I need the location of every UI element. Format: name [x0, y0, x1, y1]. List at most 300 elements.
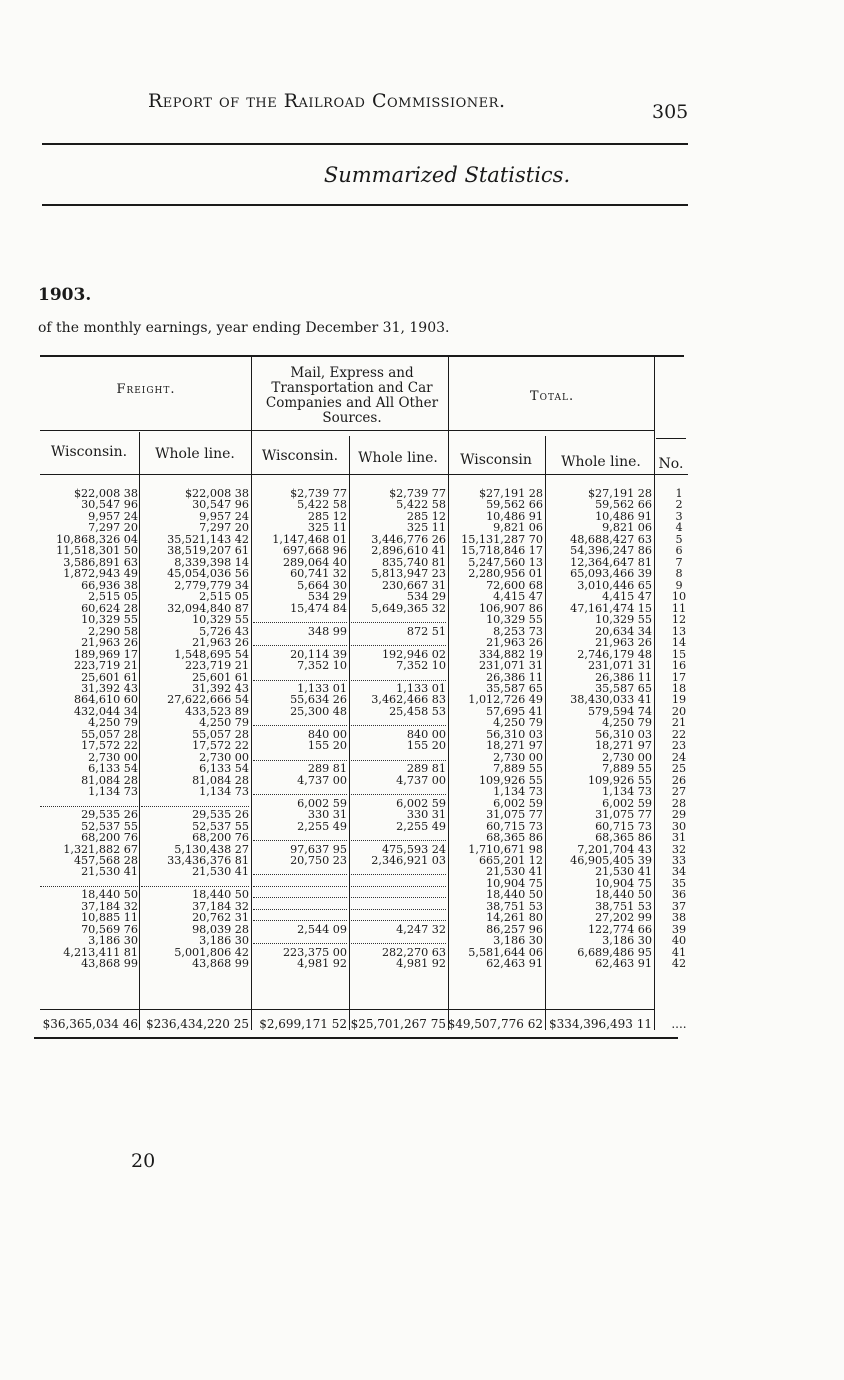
table-cell: 18,271 97	[486, 739, 543, 753]
table-cell-empty	[351, 637, 446, 646]
row-number: 22	[671, 727, 687, 741]
table-cell: 68,200 76	[192, 831, 249, 845]
table-cell: 665,201 12	[478, 854, 543, 867]
table-cell: 35,587 65	[486, 681, 543, 695]
row-number: 36	[671, 888, 687, 902]
table-cell: 1,133 01	[396, 681, 446, 695]
table-cell: 27,622,666 54	[167, 693, 249, 707]
group-mail: Mail, Express and Transportation and Car Companies and All Other Sources.	[265, 365, 439, 426]
table-cell: 432,044 34	[73, 704, 138, 718]
header-bottom-rule	[40, 474, 688, 475]
table-top-rule	[40, 355, 684, 357]
table-cell: 5,422 58	[396, 498, 446, 512]
table-cell: 21,963 26	[192, 636, 249, 650]
table-cell-empty	[351, 614, 446, 623]
table-cell: 47,161,474 15	[570, 601, 652, 615]
table-cell-empty	[253, 637, 347, 646]
table-cell: 38,430,033 41	[570, 693, 652, 707]
table-cell: 86,257 96	[486, 922, 543, 936]
table-cell: 17,572 22	[192, 739, 249, 753]
row-number: 30	[671, 819, 687, 833]
table-cell-empty	[253, 672, 347, 681]
header-subrule-right	[656, 438, 686, 439]
table-cell: 35,587 65	[595, 681, 652, 695]
table-cell: 60,715 73	[486, 819, 543, 833]
row-number: 33	[671, 854, 687, 867]
totals-rule	[40, 1009, 654, 1010]
table-cell: 1,710,671 98	[468, 842, 543, 856]
table-cell: 12,364,647 81	[570, 555, 652, 569]
table-cell: 334,882 19	[478, 647, 543, 661]
table-cell: 6,002 59	[493, 796, 543, 810]
table-cell: 1,321,882 67	[63, 842, 138, 856]
table-cell-empty	[253, 752, 347, 761]
table-cell: 68,200 76	[81, 831, 138, 845]
table-cell: 106,907 86	[478, 601, 543, 615]
table-cell: 32,094,840 87	[167, 601, 249, 615]
table-cell: 10,868,326 04	[56, 532, 138, 546]
table-cell: 68,365 86	[486, 831, 543, 845]
table-cell: 4,981 92	[297, 957, 347, 971]
table-cell: 15,474 84	[290, 601, 347, 615]
top-rule	[42, 143, 688, 145]
table-cell: 3,186 30	[199, 934, 249, 948]
table-cell: 6,002 59	[297, 796, 347, 810]
table-cell: 10,329 55	[486, 613, 543, 627]
table-cell: 285 12	[307, 509, 347, 523]
row-number: 11	[671, 601, 687, 615]
table-cell: 17,572 22	[81, 739, 138, 753]
table-cell: 20,634 34	[595, 624, 652, 638]
table-row	[0, 786, 844, 797]
table-cell: 25,601 61	[192, 670, 249, 684]
table-cell: 10,329 55	[595, 613, 652, 627]
table-cell-empty	[253, 614, 347, 623]
table-cell-empty	[40, 798, 138, 807]
table-cell: 18,440 50	[595, 888, 652, 902]
table-cell: 59,562 66	[595, 498, 652, 512]
table-cell: 18,271 97	[595, 739, 652, 753]
table-cell-empty	[253, 786, 347, 795]
table-cell: 2,730 00	[199, 750, 249, 764]
totals-cell: $2,699,171 52	[259, 1017, 347, 1031]
table-cell-empty	[253, 832, 347, 841]
table-cell: 7,352 10	[396, 659, 446, 673]
row-number: 1	[675, 487, 683, 500]
table-cell: 289,064 40	[282, 555, 347, 569]
table-cell-empty	[253, 935, 347, 944]
table-cell: 7,889 55	[602, 762, 652, 776]
table-cell: 62,463 91	[486, 957, 543, 971]
table-cell: 4,415 47	[493, 590, 543, 604]
table-cell: 2,280,956 01	[468, 567, 543, 581]
table-cell: 62,463 91	[595, 957, 652, 971]
table-cell-empty	[351, 717, 446, 726]
table-cell: 26,386 11	[486, 670, 543, 684]
row-number: 41	[671, 945, 687, 959]
totals-cell: $49,507,776 62	[447, 1017, 543, 1031]
col-freight-whole: Whole line.	[155, 446, 235, 462]
table-cell: 4,250 79	[88, 716, 138, 730]
table-cell: 2,730 00	[602, 750, 652, 764]
row-number: 6	[675, 544, 683, 558]
table-cell: 3,462,466 83	[371, 693, 446, 707]
row-number: 35	[671, 876, 687, 890]
table-cell: 65,093,466 39	[570, 567, 652, 581]
table-cell: 45,054,036 56	[167, 567, 249, 581]
table-cell: 9,821 06	[493, 521, 543, 535]
table-row	[0, 614, 844, 625]
table-cell: 56,310 03	[595, 727, 652, 741]
table-cell: 20,750 23	[290, 854, 347, 867]
table-cell: 3,446,776 26	[371, 532, 446, 546]
table-cell: 4,737 00	[297, 773, 347, 787]
table-cell: 231,071 31	[587, 659, 652, 673]
table-cell: 2,544 09	[297, 922, 347, 936]
totals-cell: $25,701,267 75	[350, 1017, 446, 1031]
table-cell: 5,001,806 42	[174, 945, 249, 959]
table-cell: 6,002 59	[602, 796, 652, 810]
table-cell-empty	[351, 786, 446, 795]
table-cell: 18,440 50	[192, 888, 249, 902]
table-cell: 68,365 86	[595, 831, 652, 845]
table-cell: 55,057 28	[81, 727, 138, 741]
row-number: 16	[671, 659, 687, 673]
table-row	[0, 591, 844, 602]
table-cell: 9,957 24	[88, 509, 138, 523]
col-total-wisconsin: Wisconsin	[460, 452, 532, 468]
table-cell: 4,247 32	[396, 922, 446, 936]
table-cell: 325 11	[406, 521, 446, 535]
table-cell: 14,261 80	[486, 911, 543, 925]
table-cell: 2,290 58	[88, 624, 138, 638]
table-cell: 192,946 02	[381, 647, 446, 661]
table-cell: 70,569 76	[81, 922, 138, 936]
table-cell: 21,963 26	[81, 636, 138, 650]
row-number: 25	[671, 762, 687, 776]
table-row	[0, 866, 844, 877]
table-cell: 25,458 53	[389, 704, 446, 718]
table-cell-empty	[351, 752, 446, 761]
table-cell: 3,186 30	[88, 934, 138, 948]
running-head-title: Report of the Railroad Commissioner.	[148, 90, 506, 112]
row-number: 3	[675, 509, 683, 523]
table-cell: 81,084 28	[81, 773, 138, 787]
signature-mark: 20	[131, 1150, 156, 1172]
table-cell: 1,134 73	[88, 785, 138, 799]
row-number: 10	[671, 590, 687, 604]
table-cell: 54,396,247 86	[570, 544, 652, 558]
table-cell: $2,739 77	[389, 487, 446, 500]
table-cell: 31,392 43	[81, 681, 138, 695]
table-cell: 30,547 96	[192, 498, 249, 512]
table-cell: 8,339,398 14	[174, 555, 249, 569]
table-cell: 59,562 66	[486, 498, 543, 512]
row-number: 4	[675, 521, 683, 535]
table-cell: 10,329 55	[192, 613, 249, 627]
row-number: 21	[671, 716, 687, 730]
table-cell: 189,969 17	[73, 647, 138, 661]
table-cell: 38,519,207 61	[167, 544, 249, 558]
table-cell: 223,375 00	[282, 945, 347, 959]
table-cell: 7,297 20	[199, 521, 249, 535]
table-cell: 457,568 28	[73, 854, 138, 867]
table-cell: 18,440 50	[81, 888, 138, 902]
table-cell: 330 31	[307, 808, 347, 822]
table-cell: 2,896,610 41	[371, 544, 446, 558]
table-cell-empty	[351, 866, 446, 875]
table-cell: 1,548,695 54	[174, 647, 249, 661]
table-cell: 3,186 30	[493, 934, 543, 948]
row-number: 7	[675, 555, 683, 569]
table-cell: 2,779,779 34	[174, 578, 249, 592]
table-cell: 5,422 58	[297, 498, 347, 512]
table-cell: $27,191 28	[587, 487, 652, 500]
table-cell-empty	[351, 832, 446, 841]
row-number: 8	[675, 567, 683, 581]
table-cell: 55,634 26	[290, 693, 347, 707]
totals-cell: $236,434,220 25	[145, 1017, 249, 1031]
row-number: 31	[671, 831, 687, 845]
table-cell: 223,719 21	[73, 659, 138, 673]
table-cell: 6,133 54	[88, 762, 138, 776]
totals-cell: $36,365,034 46	[42, 1017, 138, 1031]
table-cell: 21,530 41	[81, 865, 138, 879]
table-cell: 285 12	[406, 509, 446, 523]
page-number: 305	[652, 101, 689, 123]
table-cell: 109,926 55	[478, 773, 543, 787]
table-cell: 840 00	[406, 727, 446, 741]
table-cell: 5,581,644 06	[468, 945, 543, 959]
table-cell: 46,905,405 39	[570, 854, 652, 867]
table-row	[0, 832, 844, 843]
table-cell: 2,730 00	[88, 750, 138, 764]
table-cell: 10,486 91	[486, 509, 543, 523]
row-number: 15	[671, 647, 687, 661]
table-cell-empty	[253, 717, 347, 726]
table-cell: 475,593 24	[381, 842, 446, 856]
table-cell: 97,637 95	[290, 842, 347, 856]
table-cell: 872 51	[406, 624, 446, 638]
table-cell: 26,386 11	[595, 670, 652, 684]
table-cell: 289 81	[307, 762, 347, 776]
table-cell: 2,515 05	[88, 590, 138, 604]
table-cell: 27,202 99	[595, 911, 652, 925]
row-number: 9	[675, 578, 683, 592]
table-cell: 21,530 41	[595, 865, 652, 879]
table-cell: 81,084 28	[192, 773, 249, 787]
table-cell: 30,547 96	[81, 498, 138, 512]
table-cell: 10,329 55	[81, 613, 138, 627]
table-cell-empty	[253, 901, 347, 910]
totals-row	[0, 1015, 844, 1033]
row-number: 28	[671, 796, 687, 810]
table-cell-empty	[351, 935, 446, 944]
row-number: 17	[671, 670, 687, 684]
header-subrule	[40, 430, 654, 431]
table-cell: 5,813,947 23	[371, 567, 446, 581]
row-number: 20	[671, 704, 687, 718]
table-cell: 20,114 39	[290, 647, 347, 661]
table-cell: 348 99	[307, 624, 347, 638]
table-cell: $27,191 28	[478, 487, 543, 500]
table-cell: 10,885 11	[81, 911, 138, 925]
row-number: 12	[671, 613, 687, 627]
table-row	[0, 660, 844, 671]
table-cell: 4,213,411 81	[63, 945, 138, 959]
table-cell: 5,726 43	[199, 624, 249, 638]
row-number: 38	[671, 911, 687, 925]
table-cell: 282,270 63	[381, 945, 446, 959]
table-cell: 4,250 79	[199, 716, 249, 730]
table-cell: 43,868 99	[192, 957, 249, 971]
row-number: 2	[675, 498, 683, 512]
table-row	[0, 809, 844, 820]
table-cell: 10,904 75	[486, 876, 543, 890]
table-cell: 21,530 41	[192, 865, 249, 879]
table-cell: 37,184 32	[81, 899, 138, 913]
table-cell: 10,486 91	[595, 509, 652, 523]
table-cell-empty	[253, 912, 347, 921]
col-mail-whole: Whole line.	[358, 450, 438, 466]
table-cell: 223,719 21	[184, 659, 249, 673]
table-cell: 66,936 38	[81, 578, 138, 592]
table-cell: 18,440 50	[486, 888, 543, 902]
table-cell: 534 29	[307, 590, 347, 604]
table-cell: 6,002 59	[396, 796, 446, 810]
table-cell: 4,981 92	[396, 957, 446, 971]
table-cell: $2,739 77	[290, 487, 347, 500]
table-cell: 48,688,427 63	[570, 532, 652, 546]
row-number: 34	[671, 865, 687, 879]
table-cell: 330 31	[406, 808, 446, 822]
table-cell: 10,904 75	[595, 876, 652, 890]
data-rows	[0, 488, 844, 970]
table-cell: 6,133 54	[199, 762, 249, 776]
table-cell: 1,147,468 01	[272, 532, 347, 546]
table-cell: 5,130,438 27	[174, 842, 249, 856]
table-cell: 2,746,179 48	[577, 647, 652, 661]
table-cell: 6,689,486 95	[577, 945, 652, 959]
table-cell: 5,664 30	[297, 578, 347, 592]
table-cell: 7,297 20	[88, 521, 138, 535]
table-cell: 25,601 61	[81, 670, 138, 684]
table-cell: 5,649,365 32	[371, 601, 446, 615]
table-cell: 1,133 01	[297, 681, 347, 695]
table-cell: 57,695 41	[486, 704, 543, 718]
table-cell: 1,012,726 49	[468, 693, 543, 707]
table-row	[0, 637, 844, 648]
table-cell: 3,586,891 63	[63, 555, 138, 569]
table-cell: 15,131,287 70	[461, 532, 543, 546]
row-number: 40	[671, 934, 687, 948]
row-number: 27	[671, 785, 687, 799]
table-cell: 2,515 05	[199, 590, 249, 604]
table-cell: 1,872,943 49	[63, 567, 138, 581]
table-cell: 289 81	[406, 762, 446, 776]
table-cell: 3,010,446 65	[577, 578, 652, 592]
table-cell: 1,134 73	[199, 785, 249, 799]
row-number: 42	[671, 957, 687, 971]
table-cell: 8,253 73	[493, 624, 543, 638]
row-number: 5	[675, 532, 683, 546]
table-row	[0, 763, 844, 774]
table-cell: 3,186 30	[602, 934, 652, 948]
table-cell: 21,530 41	[486, 865, 543, 879]
table-cell: 155 20	[406, 739, 446, 753]
table-cell: 37,184 32	[192, 899, 249, 913]
row-number: 23	[671, 739, 687, 753]
table-cell: 25,300 48	[290, 704, 347, 718]
table-cell: 9,821 06	[602, 521, 652, 535]
table-cell: 21,963 26	[486, 636, 543, 650]
col-freight-wisconsin: Wisconsin.	[50, 444, 128, 460]
row-number: 13	[671, 624, 687, 638]
subtitle-rule	[42, 204, 688, 206]
row-number: 19	[671, 693, 687, 707]
col-no: No.	[658, 456, 684, 472]
table-cell: 433,523 89	[184, 704, 249, 718]
totals-cell: $334,396,493 11	[548, 1017, 652, 1031]
row-number: 26	[671, 773, 687, 787]
table-cell: 56,310 03	[486, 727, 543, 741]
row-number: 32	[671, 842, 687, 856]
table-cell: 52,537 55	[192, 819, 249, 833]
table-cell-empty	[351, 672, 446, 681]
table-cell: 2,255 49	[297, 819, 347, 833]
col-total-whole: Whole line.	[561, 454, 641, 470]
table-cell: 840 00	[307, 727, 347, 741]
row-number: 24	[671, 750, 687, 764]
table-cell: 109,926 55	[587, 773, 652, 787]
subtitle: Summarized Statistics.	[323, 163, 571, 187]
table-bottom-rule	[34, 1037, 678, 1039]
table-cell: 7,201,704 43	[577, 842, 652, 856]
table-cell: 2,730 00	[493, 750, 543, 764]
table-cell: 60,741 32	[290, 567, 347, 581]
table-cell: 697,668 96	[282, 544, 347, 558]
row-number: 29	[671, 808, 687, 822]
table-row	[0, 958, 844, 969]
table-cell: 4,250 79	[602, 716, 652, 730]
group-total: Total.	[529, 389, 575, 404]
table-cell: 11,518,301 50	[56, 544, 138, 558]
table-cell-empty	[141, 878, 249, 887]
row-number: 37	[671, 899, 687, 913]
table-cell-empty	[40, 878, 138, 887]
totals-number: ....	[671, 1017, 687, 1031]
table-cell-empty	[351, 889, 446, 898]
table-cell-empty	[141, 798, 249, 807]
table-cell-empty	[253, 878, 347, 887]
table-cell: 7,889 55	[493, 762, 543, 776]
table-cell: 31,075 77	[486, 808, 543, 822]
table-cell: 29,535 26	[81, 808, 138, 822]
row-number: 14	[671, 636, 687, 650]
table-cell-empty	[351, 912, 446, 921]
table-cell-empty	[351, 878, 446, 887]
table-cell: 9,957 24	[199, 509, 249, 523]
table-cell: 230,667 31	[381, 578, 446, 592]
table-cell: 43,868 99	[81, 957, 138, 971]
table-cell: 4,250 79	[493, 716, 543, 730]
table-cell: 38,751 53	[595, 899, 652, 913]
table-cell: $22,008 38	[73, 487, 138, 500]
table-cell: 21,963 26	[595, 636, 652, 650]
table-cell: 60,624 28	[81, 601, 138, 615]
table-cell: 534 29	[406, 590, 446, 604]
row-number: 39	[671, 922, 687, 936]
